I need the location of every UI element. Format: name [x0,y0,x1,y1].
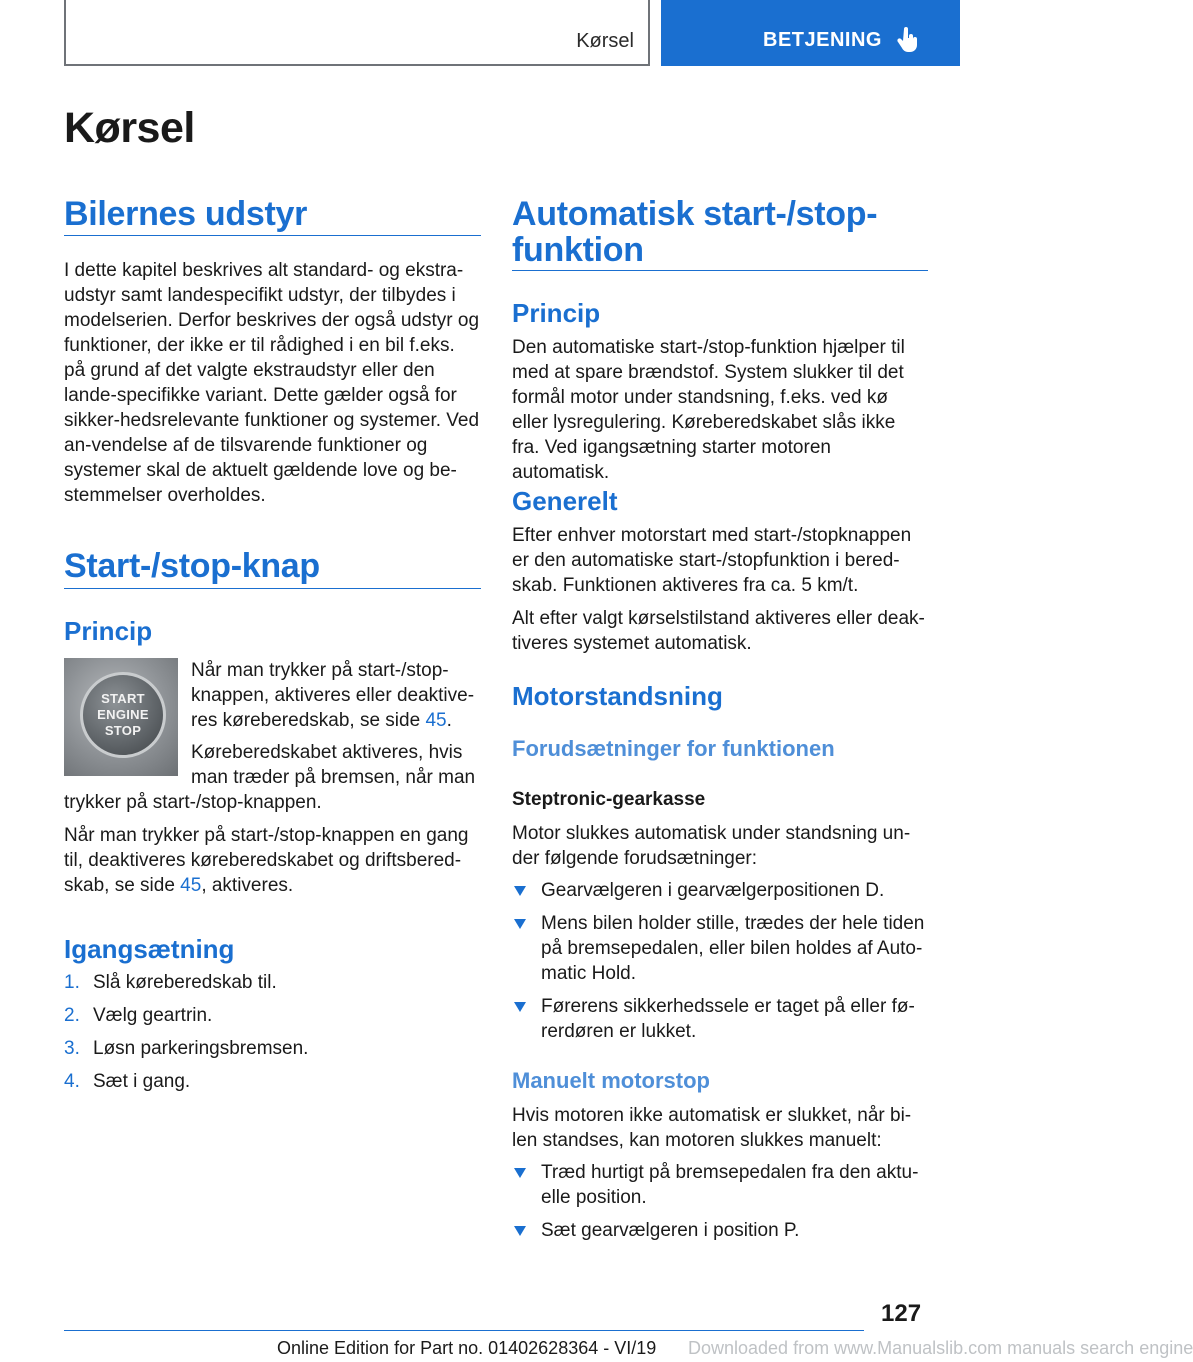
chapter-tab-label: BETJENING [763,29,882,51]
triangle-bullet-icon [514,886,526,896]
start-stop-p1-end: . [446,710,452,731]
hand-pointer-icon [897,27,919,53]
list-item [512,911,928,986]
auto-principle-heading: Princip [512,298,601,328]
list-item-text: Mens bilen holder stille, trædes der hele tiden på bremsepedalen, eller bilen holdes af Auto-matic Hold. [541,913,925,984]
list-item [512,878,928,903]
manual-stop-list [512,1160,928,1251]
list-item [64,1036,481,1061]
start-stop-paragraph-2-rest: trykker på start-/stop-knappen. [64,792,322,813]
general-paragraph-1: Efter enhver motorstart med start-/stopknappen er den automatiske start-/stopfunktion i bered-skab. Funktionen aktiveres fra ca. 5 km/t. [512,525,912,596]
list-item [512,1218,928,1243]
start-stop-paragraph-3 [64,823,481,898]
section-tab-label: Kørsel [576,30,634,52]
start-stop-paragraph-2-part: Køreberedskabet aktiveres, hvis man træder på bremsen, når man [191,742,476,788]
page-link-45-second[interactable]: 45 [180,875,202,896]
list-item [512,1160,928,1210]
button-image-line-3: STOP [104,723,142,738]
manual-stop-text: Hvis motoren ikke automatisk er slukket, når bi-len standses, kan motoren slukkes manuelt: [512,1105,912,1151]
conditions-list [512,878,928,1052]
triangle-bullet-icon [514,919,526,929]
start-stop-heading: Start-/stop-knap [64,547,320,585]
step-text: Slå køreberedskab til. [93,972,277,993]
engine-stop-heading: Motorstandsning [512,681,723,711]
step-number: 1. [64,972,80,993]
auto-start-stop-heading-line-1: Automatisk start-/stop- [512,195,878,233]
step-number: 4. [64,1071,80,1092]
drive-off-steps [64,970,481,1102]
page-number: 127 [881,1300,922,1327]
triangle-bullet-icon [514,1002,526,1012]
equipment-heading: Bilernes udstyr [64,195,308,233]
step-number: 2. [64,1005,80,1026]
start-stop-rule [64,588,481,589]
page-link-45[interactable]: 45 [425,710,447,731]
section-tab [64,0,650,66]
triangle-bullet-icon [514,1226,526,1236]
footer-edition: Online Edition for Part no. 01402628364 - VI/19 [277,1338,657,1358]
list-item-text: Sæt gearvælgeren i position P. [541,1220,800,1241]
auto-start-stop-heading-line-2: funktion [512,231,644,269]
start-stop-p1-text: Når man trykker på start-/stop-knappen, aktiveres eller deaktive-res køreberedskab, se side [191,660,475,731]
manual-stop-heading: Manuelt motorstop [512,1068,710,1093]
steptronic-text: Motor slukkes automatisk under standsning un-der følgende forudsætninger: [512,823,911,869]
chapter-tab [661,0,960,66]
step-number: 3. [64,1038,80,1059]
step-text: Sæt i gang. [93,1071,191,1092]
start-stop-paragraph-1 [191,658,483,733]
list-item [512,994,928,1044]
auto-start-stop-heading [512,196,928,268]
watermark: Downloaded from www.Manualslib.com manuals search engine [688,1338,1193,1358]
start-stop-principle-heading: Princip [64,616,153,646]
start-stop-p3-text: Når man trykker på start-/stop-knappen en gang til, deaktiveres køreberedskabet og driftsbered-skab, se side [64,825,469,896]
list-item [64,970,481,995]
list-item [64,1003,481,1028]
steptronic-heading: Steptronic-gearkasse [512,789,706,810]
auto-start-stop-rule [512,270,928,271]
triangle-bullet-icon [514,1168,526,1178]
list-item [64,1069,481,1094]
list-item-text: Gearvælgeren i gearvælgerpositionen D. [541,880,885,901]
footer-rule [64,1330,864,1331]
start-stop-p3-end: , aktiveres. [201,875,294,896]
conditions-heading: Forudsætninger for funktionen [512,736,835,761]
list-item-text: Træd hurtigt på bremsepedalen fra den aktu-elle position. [541,1162,919,1208]
button-image-line-2: ENGINE [97,707,149,722]
step-text: Vælg geartrin. [93,1005,213,1026]
start-stop-button-graphic [80,672,166,758]
general-heading: Generelt [512,486,618,516]
equipment-text: I dette kapitel beskrives alt standard- og ekstra-udstyr samt landespecifikt udstyr, der tilbydes i modelserien. Derfor beskrives der også udstyr og funktioner, der ikke er til rådighed i en bil f.eks. på grund af det valgte ekstraudstyr eller den lande-specifikke variant. Dette gælder også for sikker-hedsrelevante funktioner og systemer. Ved an-vendelse af de tilsvarende funktioner og systemer skal de aktuelt gældende love og be-stemmelser overholdes. [64,260,480,506]
drive-off-heading: Igangsætning [64,934,235,964]
button-image-line-1: START [101,691,145,706]
start-engine-stop-button-image [64,658,178,776]
step-text: Løsn parkeringsbremsen. [93,1038,309,1059]
general-paragraph-2: Alt efter valgt kørselstilstand aktiveres eller deak-tiveres systemet automatisk. [512,608,925,654]
auto-principle-text: Den automatiske start-/stop-funktion hjælper til med at spare brændstof. System slukker til det formål motor under standsning, f.eks. ved kø eller lysregulering. Køreberedskabet slås ikke fra. Ved igangsætning starter motoren automatisk. [512,337,905,483]
page-title: Kørsel [64,104,195,152]
equipment-rule [64,235,481,236]
list-item-text: Førerens sikkerhedssele er taget på eller fø-rerdøren er lukket. [541,996,915,1042]
